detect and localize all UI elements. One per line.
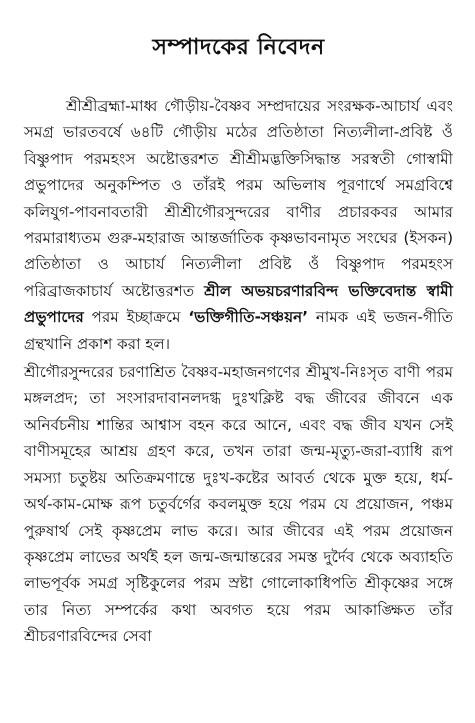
paragraph-1-book-title: ‘ভক্তিগীতি-সঞ্চয়ন’ — [188, 308, 308, 327]
paragraph-1-author-name: শ্রীল অভয়চরণারবিন্দ ভক্তিবেদান্ত স্বামী প্রভুপাদের — [24, 281, 453, 327]
paragraph-2 — [24, 359, 453, 649]
paragraph-1-text-1: শ্রীশ্রীব্রহ্মা-মাধ্ব গৌড়ীয়-বৈষ্ণব সম্প্রদায়ের সংরক্ষক-আচার্য এবং সমগ্র ভারতবর্ষে ৬৪টি গৌড়ীয় মঠের প্রতিষ্ঠাতা নিত্যলীলা-প্রবিষ্ট ওঁ বিষ্ণুপাদ পরমহংস অষ্টোত্তরশত শ্রীশ্রীমদ্ভক্তিসিদ্ধান্ত সরস্বতী গোস্বামী প্রভুপাদের অনুকম্পিত ও তাঁরই পরম অভিলাষ পূরণার্থে সমগ্রবিশ্বে কলিযুগ-পাবনাবতারী শ্রীশ্রীগৌরসুন্দরের বাণীর প্রচারকবর আমার পরমারাধ্যতম গুরু-মহারাজ আন্তর্জাতিক কৃষ্ণভাবনামৃত সংঘের (ইসকন) প্রতিষ্ঠাতা ও আচার্য নিত্যলীলা প্রবিষ্ট ওঁ বিষ্ণুপাদ পরমহংস পরিব্রাজকাচার্য অষ্টোত্তরশত — [24, 97, 453, 300]
document-body — [24, 93, 453, 650]
paragraph-1-text-2: পরম ইচ্ছাক্রমে — [83, 308, 189, 327]
paragraph-2-text-1: শ্রীগৌরসুন্দরের চরণাশ্রিত বৈষ্ণব-মহাজনগণের শ্রীমুখ-নিঃসৃত বাণী পরম মঙ্গলপ্রদ; তা সংসারদাবানলদগ্ধ দুঃখক্লিষ্ট বদ্ধ জীবের জীবনে এক অনির্বচনীয় শান্তির আশ্বাস বহন করে আনে, এবং বদ্ধ জীব যখন সেই বাণীসমূহের আশ্রয় গ্রহণ করে, তখন তারা জন্ম-মৃত্যু-জরা-ব্যাধি রূপ সমস্যা চতুষ্টয় অতিক্রমণান্তে দুঃখ-কষ্টের আবর্ত থেকে মুক্ত হয়ে, ধর্ম-অর্থ-কাম-মোক্ষ রূপ চতুর্বর্গের কবলমুক্ত হয়ে পরম যে প্রয়োজন, পঞ্চম পুরুষার্থ সেই কৃষ্ণপ্রেম লাভ করে। আর জীবের এই পরম প্রয়োজন কৃষ্ণপ্রেম লাভের অর্থই হল জন্ম-জন্মান্তরের সমস্ত দুর্দৈব থেকে অব্যাহতি লাভপূর্বক সমগ্র সৃষ্টিকুলের পরম স্রষ্টা গোলোকাধিপতি শ্রীকৃষ্ণের সঙ্গে তার নিত্য সম্পর্কের কথা অবগত হয়ে পরম আকাঙ্ক্ষিত তাঁর শ্রীচরণারবিন্দের সেবা — [24, 363, 453, 646]
paragraph-1-text-3: নামক এই ভজন-গীতি গ্রন্থখানি প্রকাশ করা হল। — [24, 308, 454, 353]
page-title: সম্পাদকের নিবেদন — [152, 35, 325, 60]
paragraph-1 — [24, 93, 453, 357]
